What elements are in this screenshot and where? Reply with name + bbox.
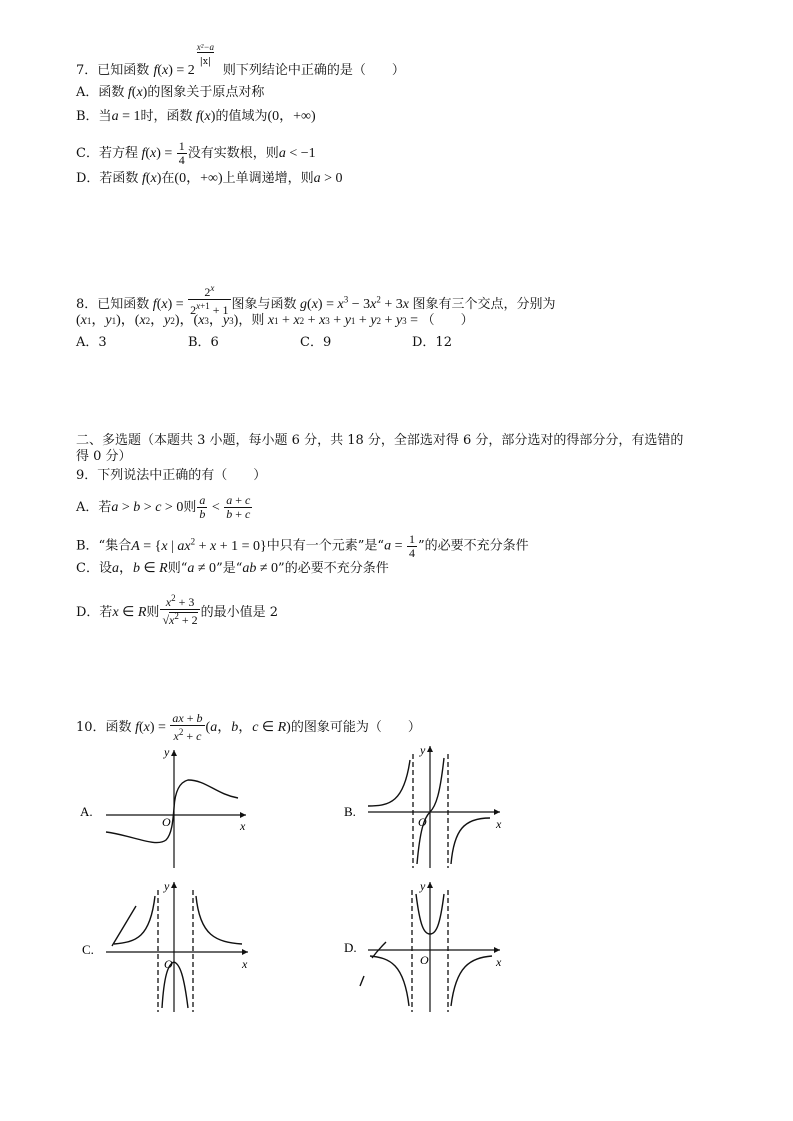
q7-exponent: $\frac{\text{x²−a}}{|x|}$ <box>196 42 215 67</box>
graph-d <box>340 876 510 1016</box>
graph-b-y-arrow <box>427 746 433 752</box>
q9-stem: 9．下列说法中正确的有（ ） <box>76 468 267 483</box>
graph-c-y-arrow <box>171 882 177 888</box>
graph-c-label: C. <box>82 942 94 957</box>
q7-number: 7． <box>76 63 98 78</box>
graph-c-x-label: x <box>242 957 248 971</box>
graph-a-y-label: y <box>164 745 170 759</box>
q8-line2: (x1，y1)，(x2，y2)，(x3，y3)，则 x1 + x2 + x3 + y1 + y2 + y3 = （ ） <box>76 313 474 328</box>
q7-stem: 7．已知函数 f(x) = 2 $\frac{\text{x²−a}}{|x|}$ 则下列结论中正确的是（ ） <box>76 42 405 78</box>
q8-option-c: C．9 <box>300 335 332 350</box>
graph-a-x-label: x <box>240 819 246 833</box>
graph-a-curve <box>106 780 238 843</box>
graph-a-origin: O <box>162 815 171 829</box>
q9-option-d: D．若x ∈ R则 $\frac{x^2 + 3}{√x^2 + 2}$ 的最小值是 2 <box>76 593 279 627</box>
graph-a-y-arrow <box>171 750 177 756</box>
section2-title: 二、多选题（本题共 3 小题，每小题 6 分，共 18 分，全部选对得 6 分，部分选对的得部分分，有选错的 <box>76 433 684 448</box>
q9-option-c: C．设a，b ∈ R则“a ≠ 0”是“ab ≠ 0”的必要不充分条件 <box>76 561 389 576</box>
q9-number: 9． <box>76 468 98 483</box>
graph-c-curve-left <box>114 896 155 944</box>
graph-b-origin: O <box>418 815 427 829</box>
graph-d-y-label: y <box>420 879 426 893</box>
q8-option-a: A．3 <box>76 335 107 350</box>
q8-number: 8． <box>76 297 98 312</box>
graph-b-x-label: x <box>496 817 502 831</box>
graph-c <box>76 876 276 1016</box>
graph-b-x-arrow <box>494 809 500 815</box>
q8-stem: 8．已知函数 f(x) = $\frac{2^x}{2^{x+1} + 1}$ 图象与函数 $g(x) = x^3 - 3x^2 + 3x$ 图象有三个交点，分别为 <box>76 283 556 317</box>
graph-b-curve-right <box>451 818 490 864</box>
graph-a <box>76 740 276 872</box>
graph-a-label: A. <box>80 804 93 819</box>
graph-b-curve-left <box>368 760 410 806</box>
q8-option-d: D．12 <box>412 335 452 350</box>
q7-option-a: A．函数 f(x)的图象关于原点对称 <box>76 85 265 100</box>
graph-d-x-arrow <box>494 947 500 953</box>
graph-d-curve-right <box>451 956 492 1006</box>
graph-d-origin: O <box>420 953 429 967</box>
q7-option-c: C．若方程 f(x) = $\frac{1}{4}$ 没有实数根，则a < −1 <box>76 139 316 167</box>
graph-b-y-label: y <box>420 743 426 757</box>
graph-d-label: D. <box>344 940 357 955</box>
graph-c-origin: O <box>164 957 173 971</box>
q9-option-a: A．若a > b > c > 0则 $\frac{a}{b}$ < $\frac{a + c}{b + c}$ <box>76 493 251 521</box>
graph-d-stroke <box>360 976 364 986</box>
graph-c-x-arrow <box>242 949 248 955</box>
graph-c-y-label: y <box>164 879 170 893</box>
q9-option-b: B．“集合A = {x | $ax^2 + x + 1 = 0$}中只有一个元素”是“a = $\frac{1}{4}$ ”的必要不充分条件 <box>76 531 529 560</box>
graph-c-curve-right <box>196 896 242 944</box>
q7-option-d: D．若函数 f(x)在(0，+∞)上单调递增，则a > 0 <box>76 171 343 186</box>
graph-b <box>340 740 510 872</box>
graph-d-y-arrow <box>427 882 433 888</box>
graph-d-x-label: x <box>496 955 502 969</box>
graph-a-x-arrow <box>240 812 246 818</box>
q7-option-b: B．当a = 1时，函数 f(x)的值域为(0，+∞) <box>76 109 316 124</box>
q10-stem: 10．函数 f(x) = $\frac{ax + b}{x^2 + c}$ (a，b，c ∈ R)的图象可能为（ ） <box>76 711 421 743</box>
q8-option-b: B．6 <box>188 335 219 350</box>
graph-b-label: B. <box>344 804 356 819</box>
graph-d-curve-left <box>370 956 409 1006</box>
section2-title-cont: 得 0 分） <box>76 449 132 464</box>
q10-number: 10． <box>76 720 106 735</box>
